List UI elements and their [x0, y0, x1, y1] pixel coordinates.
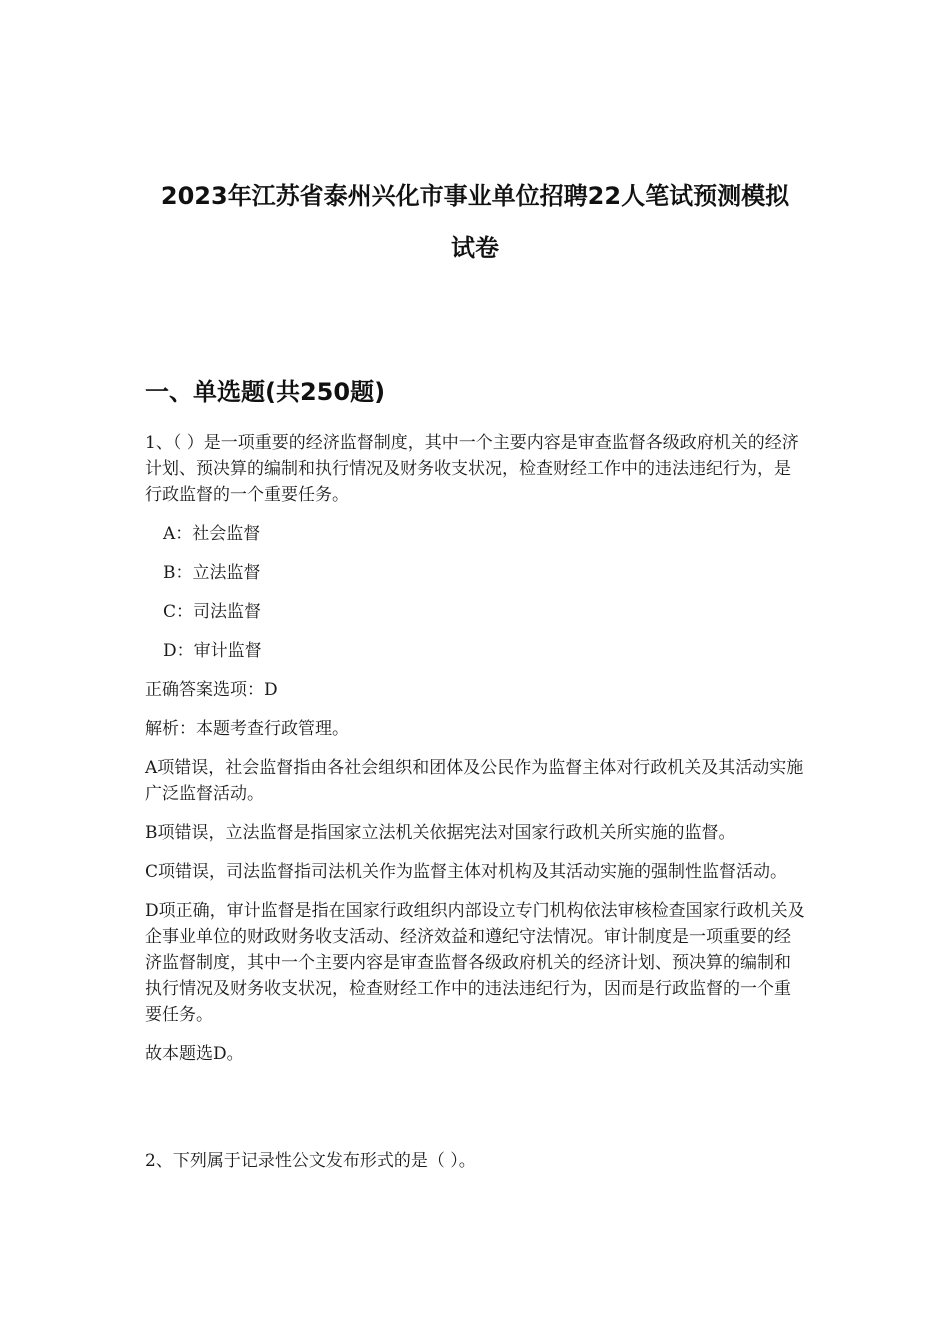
option-d: D：审计监督: [163, 641, 262, 661]
correct-answer: 正确答案选项：D: [145, 680, 278, 700]
explanation-d: D项正确，审计监督是指在国家行政组织内部设立专门机构依法审核检查国家行政机关及企事业单位的财政财务收支活动、经济效益和遵纪守法情况。审计制度是一项重要的经济监督制度，其中一个主要内容是审查监督各级政府机关的经济计划、预决算的编制和执行情况及财务收支状况，检查财经工作中的违法违纪行为，因而是行政监督的一个重要任务。: [145, 901, 805, 1025]
explanation-a: A项错误，社会监督指由各社会组织和团体及公民作为监督主体对行政机关及其活动实施广泛监督活动。: [145, 758, 804, 804]
question-gap: [145, 1080, 805, 1148]
question-list: [145, 430, 805, 1187]
question-1: [145, 430, 805, 1067]
question-2: [145, 1148, 805, 1174]
option-a: A：社会监督: [163, 524, 261, 544]
document-title: [120, 170, 830, 274]
section-heading: 一、单选题(共250题): [145, 378, 386, 406]
explanation-b: B项错误，立法监督是指国家立法机关依据宪法对国家行政机关所实施的监督。: [145, 823, 736, 843]
question-stem: 2、下列属于记录性公文发布形式的是（ ）。: [145, 1151, 476, 1171]
option-b: B：立法监督: [163, 563, 261, 583]
title-line-2: 试卷: [451, 234, 499, 262]
conclusion: 故本题选D。: [145, 1044, 244, 1064]
title-line-1: 2023年江苏省泰州兴化市事业单位招聘22人笔试预测模拟: [160, 182, 790, 210]
explanation-c: C项错误，司法监督指司法机关作为监督主体对机构及其活动实施的强制性监督活动。: [145, 862, 788, 882]
option-c: C：司法监督: [163, 602, 262, 622]
analysis-intro: 解析：本题考查行政管理。: [145, 719, 349, 739]
question-stem: 1、（ ）是一项重要的经济监督制度，其中一个主要内容是审查监督各级政府机关的经济计划、预决算的编制和执行情况及财务收支状况，检查财经工作中的违法违纪行为，是行政监督的一个重要任务。: [145, 433, 799, 505]
